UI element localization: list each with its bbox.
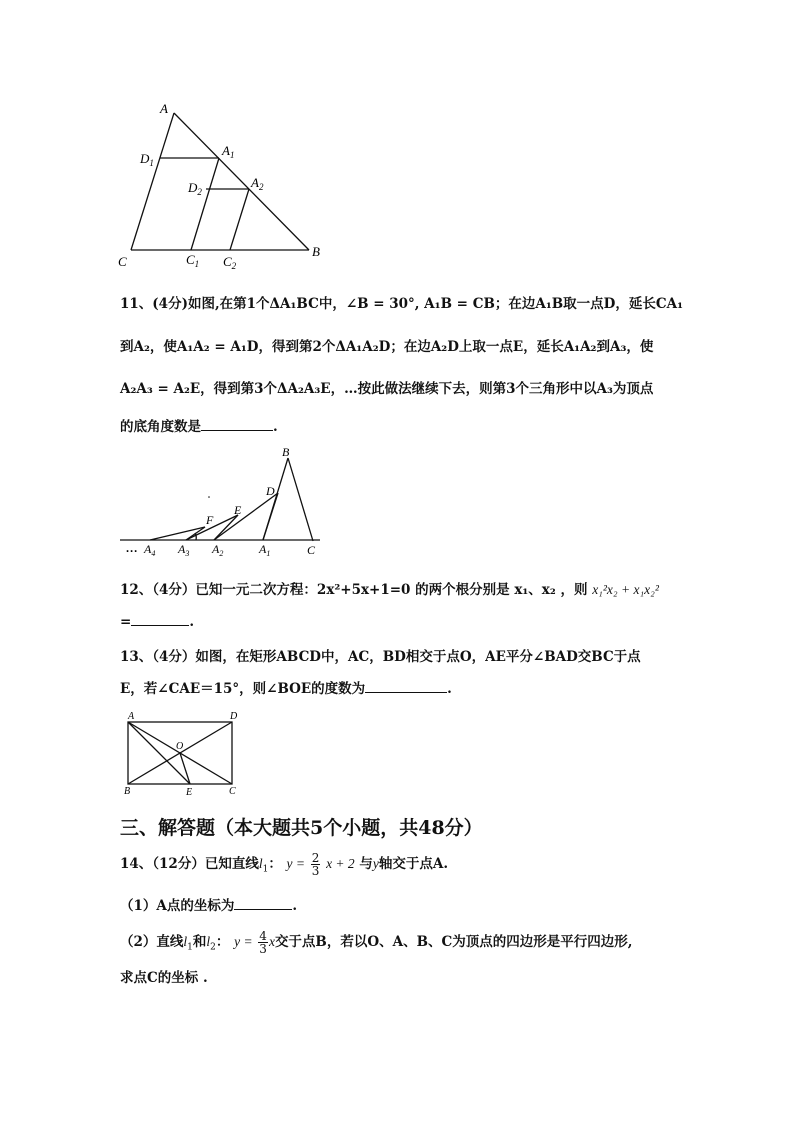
label-A2: $A_2$ [212, 542, 224, 558]
label-C1: $C_1$ [186, 252, 200, 269]
label-E: E [186, 787, 193, 798]
segment-DA1 [263, 493, 278, 540]
q11-line-1: 11、(4分)如图,在第1个ΔA₁BC中，∠B = 30°, A₁B = CB；在边A₁B取一点D，延长CA₁ [120, 296, 683, 312]
q13-line-2: E，若∠CAE＝15°，则∠BOE的度数为 . [120, 681, 452, 697]
q14-line-1: 14、（12分）已知直线$l_1$： y = $\frac{2}{3}$ x + 2 与y轴交于点A. [120, 851, 449, 878]
label-B: B [312, 244, 320, 259]
q12-line-1: 12、（4分）已知一元二次方程：2x²+5x+1=0 的两个根分别是 x₁、x₂ ，则 x₁²x₂ + x₁x₂² [120, 582, 659, 598]
label-O: O [176, 741, 184, 752]
q11-line-2: 到A₂，使A₁A₂ = A₁D，得到第2个ΔA₁A₂D；在边A₂D上取一点E，延长A₁A₂到A₃，使 [120, 339, 654, 355]
label-C: C [307, 543, 316, 557]
angle-arc [195, 533, 196, 540]
q14-fraction-4-3: $\frac{4}{3}$ [259, 929, 267, 956]
segment-A1C1 [191, 158, 219, 250]
label-A3: $A_3$ [178, 542, 190, 558]
label-E: E [234, 503, 242, 517]
segment-EA2 [214, 515, 238, 540]
label-A2: $A_2$ [251, 175, 264, 192]
label-A1: $A_1$ [259, 542, 271, 558]
q13-line-1: 13、（4分）如图，在矩形ABCD中，AC，BD相交于点O，AE平分∠BAD交BC于点 [120, 649, 641, 665]
label-D1: $D_1$ [140, 151, 154, 168]
q12-expression: x₁²x₂ + x₁x₂² [592, 582, 659, 597]
label-F: F [206, 513, 214, 527]
label-A1: $A_1$ [222, 143, 235, 160]
edge-AC [131, 113, 174, 250]
q14-part-1: （1）A点的坐标为 . [120, 898, 298, 914]
q11-line-3: A₂A₃ = A₂E，得到第3个ΔA₂A₃E，…按此做法继续下去，则第3个三角形中以A₃为顶点 [120, 381, 654, 397]
q14-fraction-2-3: $\frac{2}{3}$ [311, 851, 320, 878]
label-D2: $D_2$ [188, 180, 202, 197]
q14-part-2-line-2: 求点C的坐标 . [120, 970, 208, 986]
q11-prompt: 的底角度数是 [120, 419, 201, 435]
label-C2: $C_2$ [223, 254, 237, 271]
label-B: B [282, 445, 290, 459]
q13-answer-blank[interactable] [365, 679, 447, 693]
q14-part1-answer-blank[interactable] [234, 896, 292, 910]
label-ellipsis: … [126, 541, 138, 555]
label-C: C [229, 786, 236, 797]
q12-answer-blank[interactable] [131, 612, 189, 626]
label-B: B [124, 786, 131, 797]
label-D: D [230, 711, 238, 722]
figure-1-triangle [110, 100, 330, 275]
section-3-heading: 三、解答题（本大题共5个小题，共48分） [120, 817, 483, 839]
q11-line-4: 的底角度数是 . [120, 419, 278, 435]
edge-DA2 [214, 493, 278, 540]
label-A: A [160, 101, 168, 116]
figure-3-rectangle [118, 708, 248, 798]
q14-part-2: （2）直线$l_1$和$l_2$： y = $\frac{4}{3}$ x交于点B，若以O、A、B、C为顶点的四边形是平行四边形, [120, 929, 633, 956]
segment-A2C2 [230, 189, 249, 250]
figure-2-triangle-chain [115, 445, 335, 560]
q11-answer-blank[interactable] [201, 417, 273, 431]
q12-line-2: = . [120, 614, 195, 630]
label-A: A [128, 711, 135, 722]
label-C: C [118, 254, 127, 269]
edge-BC [288, 458, 313, 541]
label-A4: $A_4$ [144, 542, 156, 558]
label-D: D [266, 484, 275, 498]
